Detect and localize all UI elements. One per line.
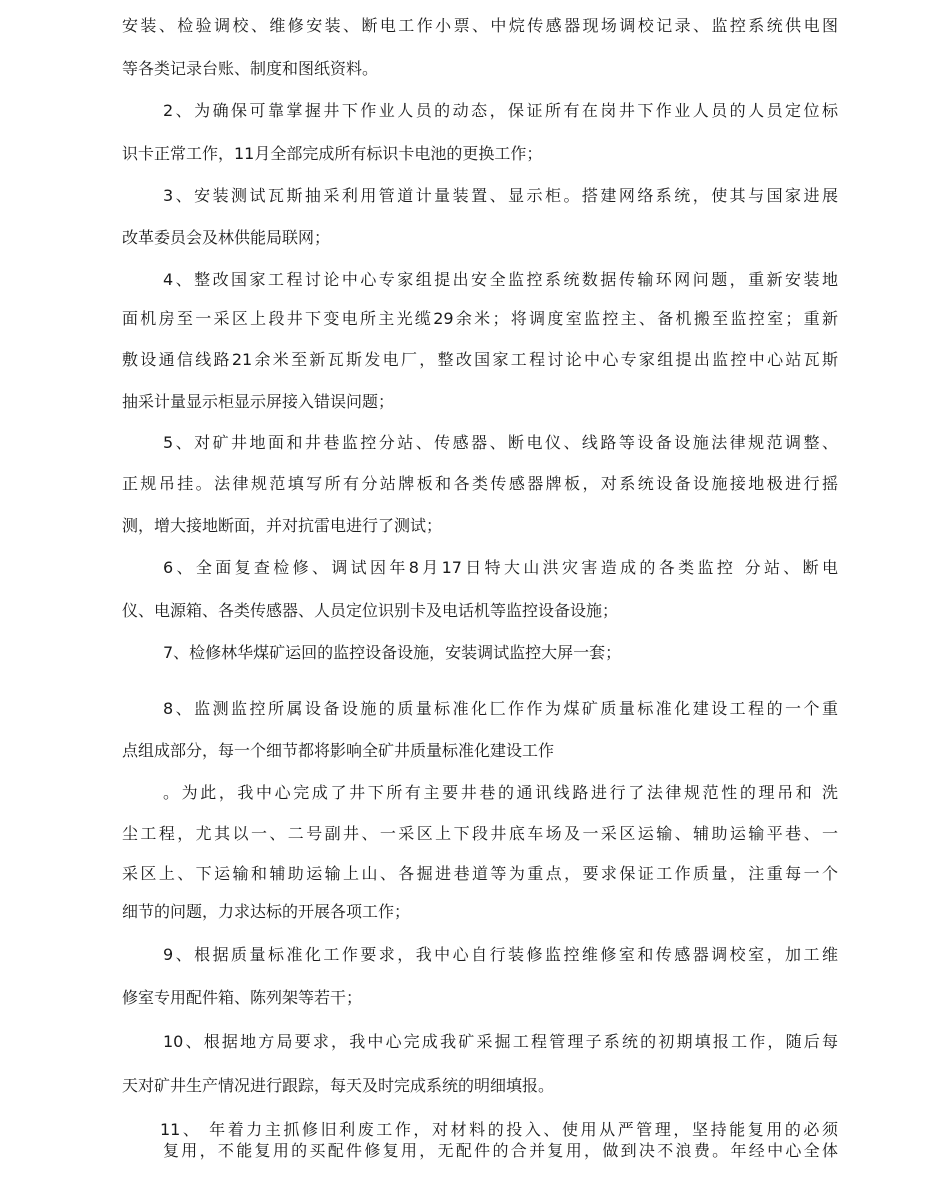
text-line: 8、监测监控所属设备设施的质量标准化匚作作为煤矿质量标准化建设工程的一个重 — [163, 699, 838, 718]
text-line: 2、为确保可靠掌握井下作业人员的动态，保证所有在岗井下作业人员的人员定位标 — [163, 101, 838, 120]
text-line: 尘工程，尤其以一、二号副井、一采区上下段井底车场及一采区运输、辅助运输平巷、一 — [122, 824, 838, 843]
text-line: 测，增大接地断面，并对抗雷电进行了测试； — [122, 516, 443, 535]
text-line: 改革委员会及林供能局联网； — [122, 228, 331, 247]
text-line: 安装、检验调校、维修安装、断电工作小票、中烷传感器现场调校记录、监控系统供电图 — [122, 16, 838, 35]
text-line: 天对矿井生产情况进行跟踪，每天及时完成系统的明细填报。 — [122, 1076, 555, 1095]
text-line: 面机房至一采区上段井下变电所主光缆29余米；将调度室监控主、备机搬至监控室；重新 — [122, 309, 838, 328]
text-line: 9、根据质量标准化工作要求，我中心自行装修监控维修室和传感器调校室，加工维 — [163, 945, 838, 964]
text-line: 5、对矿井地面和井巷监控分站、传感器、断电仪、线路等设备设施法律规范调整、 — [163, 433, 838, 452]
text-line: 等各类记录台账、制度和图纸资料。 — [122, 59, 379, 78]
text-line: 仪、电源箱、各类传感器、人员定位识别卡及电话机等监控设备设施； — [122, 601, 619, 620]
text-line: 3、安装测试瓦斯抽采利用管道计量装置、显示柜。搭建网络系统，使其与国家进展 — [163, 186, 838, 205]
text-line: 10、根据地方局要求，我中心完成我矿采掘工程管理子系统的初期填报工作，随后每 — [163, 1032, 838, 1051]
text-line: 7、检修林华煤矿运回的监控设备设施，安装调试监控大屏一套； — [163, 643, 622, 662]
text-line: 细节的问题，力求达标的开展各项工作； — [122, 902, 411, 921]
text-line: 6、全面复查检修、调试因年8月17日特大山洪灾害造成的各类监控 分站、断电 — [163, 558, 838, 577]
text-line: 识卡正常工作，11月全部完成所有标识卡电池的更换工作； — [122, 144, 543, 163]
text-line: 。为此，我中心完成了井下所有主要井巷的通讯线路进行了法律规范性的理吊和 洗 — [163, 783, 838, 802]
text-line: 复用，不能复用的买配件修复用，无配件的合并复用，做到决不浪费。年经中心全体 — [163, 1141, 838, 1160]
text-line: 4、整改国家工程讨论中心专家组提出安全监控系统数据传输环网问题，重新安装地 — [163, 270, 838, 289]
text-line: 敷设通信线路21余米至新瓦斯发电厂，整改国家工程讨论中心专家组提出监控中心站瓦斯 — [122, 350, 838, 369]
text-line: 修室专用配件箱、陈列架等若干； — [122, 988, 363, 1007]
text-line: 正规吊挂。法律规范填写所有分站牌板和各类传感器牌板，对系统设备设施接地极进行摇 — [122, 474, 838, 493]
text-line: 采区上、下运输和辅助运输上山、各掘进巷道等为重点，要求保证工作质量，注重每一个 — [122, 864, 838, 883]
text-line: 点组成部分，每一个细节都将影响全矿井质量标准化建设工作 — [122, 741, 555, 760]
text-line: 11、 年着力主抓修旧利废工作，对材料的投入、使用从严管理，坚持能复用的必须 — [160, 1120, 838, 1139]
text-line: 抽采计量显示柜显示屏接入错误问题； — [122, 392, 395, 411]
